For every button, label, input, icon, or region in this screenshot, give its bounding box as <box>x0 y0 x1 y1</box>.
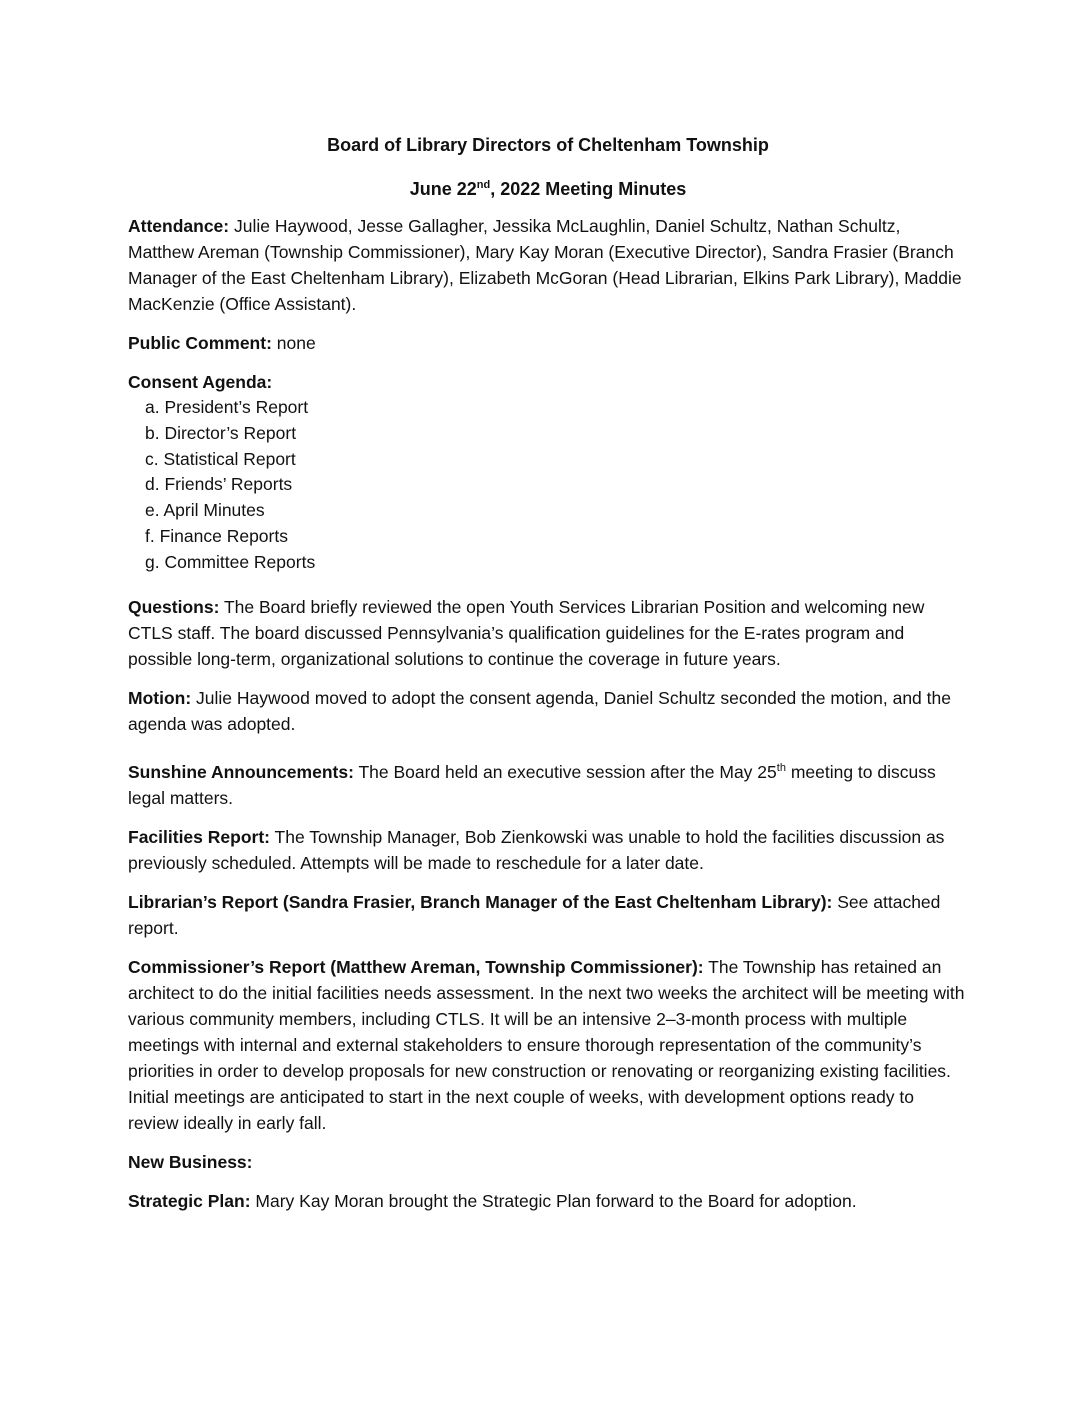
sunshine-label: Sunshine Announcements: <box>128 761 354 782</box>
meeting-date-suffix: nd <box>476 179 491 191</box>
agenda-item-finance-reports: f. Finance Reports <box>145 525 288 546</box>
sunshine-text-before: The Board held an executive session after the May 25 <box>353 761 777 782</box>
attendance-label: Attendance: <box>128 216 230 236</box>
facilities-section <box>128 824 968 876</box>
attendance-section <box>128 213 968 317</box>
sunshine-text-after: meeting to discuss legal matters. <box>128 761 936 808</box>
questions-label: Questions: <box>128 596 220 617</box>
agenda-item-april-minutes: e. April Minutes <box>145 500 265 521</box>
new-business-section <box>128 1149 968 1175</box>
attendance-text: Julie Haywood, Jesse Gallagher, Jessika McLaughlin, Daniel Schultz, Nathan Schultz, Matthew Areman (Township Commissioner), Mary Kay Moran (Executive Director), Sandra Frasier (Branch Manager of the East Cheltenham Library), Elizabeth McGoran (Head Librarian, Elkins Park Library), Maddie MacKenzie (Office Assistant). <box>128 216 962 314</box>
commissioner-report-text: The Township has retained an architect to do the initial facilities needs assessment. In the next two weeks the architect will be meeting with various community members, including CTLS. It will be an intensive 2–3-month process with multiple meetings with internal and external stakeholders to ensure thorough representation of the community’s priorities in order to develop proposals for new construction or renovating or reorganizing existing facilities. Initial meetings are anticipated to start in the next couple of weeks, with development options ready to review ideally in early fall. <box>128 956 965 1133</box>
commissioner-report-section <box>128 954 968 1136</box>
agenda-item-committee-reports: g. Committee Reports <box>145 551 316 572</box>
commissioner-report-label: Commissioner’s Report (Matthew Areman, Township Commissioner): <box>128 956 704 977</box>
meeting-date-rest: , 2022 Meeting Minutes <box>490 179 687 199</box>
agenda-item-directors-report: b. Director’s Report <box>145 422 297 443</box>
agenda-item-statistical-report: c. Statistical Report <box>145 448 296 469</box>
agenda-item-friends-reports: d. Friends’ Reports <box>145 474 293 495</box>
public-comment-label: Public Comment: <box>128 333 272 353</box>
strategic-plan-text: Mary Kay Moran brought the Strategic Plan forward to the Board for adoption. <box>250 1190 857 1211</box>
strategic-plan-section <box>128 1188 968 1214</box>
librarian-report-label: Librarian’s Report (Sandra Frasier, Branch Manager of the East Cheltenham Library): <box>128 891 833 912</box>
questions-section <box>128 594 968 672</box>
new-business-label: New Business: <box>128 1151 253 1172</box>
public-comment-text: none <box>271 333 316 353</box>
librarian-report-section <box>128 889 968 941</box>
motion-label: Motion: <box>128 687 192 708</box>
minutes-content <box>128 131 968 1227</box>
facilities-text: The Township Manager, Bob Zienkowski was unable to hold the facilities discussion as previously scheduled. Attempts will be made to reschedule for a later date. <box>128 826 945 873</box>
facilities-label: Facilities Report: <box>128 826 270 847</box>
agenda-item-presidents-report: a. President’s Report <box>145 397 309 417</box>
motion-section <box>128 685 968 737</box>
meeting-date-heading <box>128 175 968 203</box>
consent-agenda-section <box>128 369 968 576</box>
motion-text: Julie Haywood moved to adopt the consent agenda, Daniel Schultz seconded the motion, and the agenda was adopted. <box>128 687 951 734</box>
questions-text: The Board briefly reviewed the open Youth Services Librarian Position and welcoming new CTLS staff. The board discussed Pennsylvania’s qualification guidelines for the E-rates program and possible long-term, organizational solutions to continue the coverage in future years. <box>128 596 925 669</box>
consent-agenda-label: Consent Agenda: <box>128 372 273 392</box>
meeting-date-prefix: June 22 <box>409 179 477 199</box>
document-title: Board of Library Directors of Cheltenham Township <box>327 135 769 155</box>
consent-agenda-list <box>128 395 968 576</box>
librarian-report-text: See attached report. <box>128 891 941 938</box>
public-comment-section <box>128 330 968 356</box>
strategic-plan-label: Strategic Plan: <box>128 1190 251 1211</box>
sunshine-section <box>128 759 968 811</box>
sunshine-superscript: th <box>776 761 786 774</box>
